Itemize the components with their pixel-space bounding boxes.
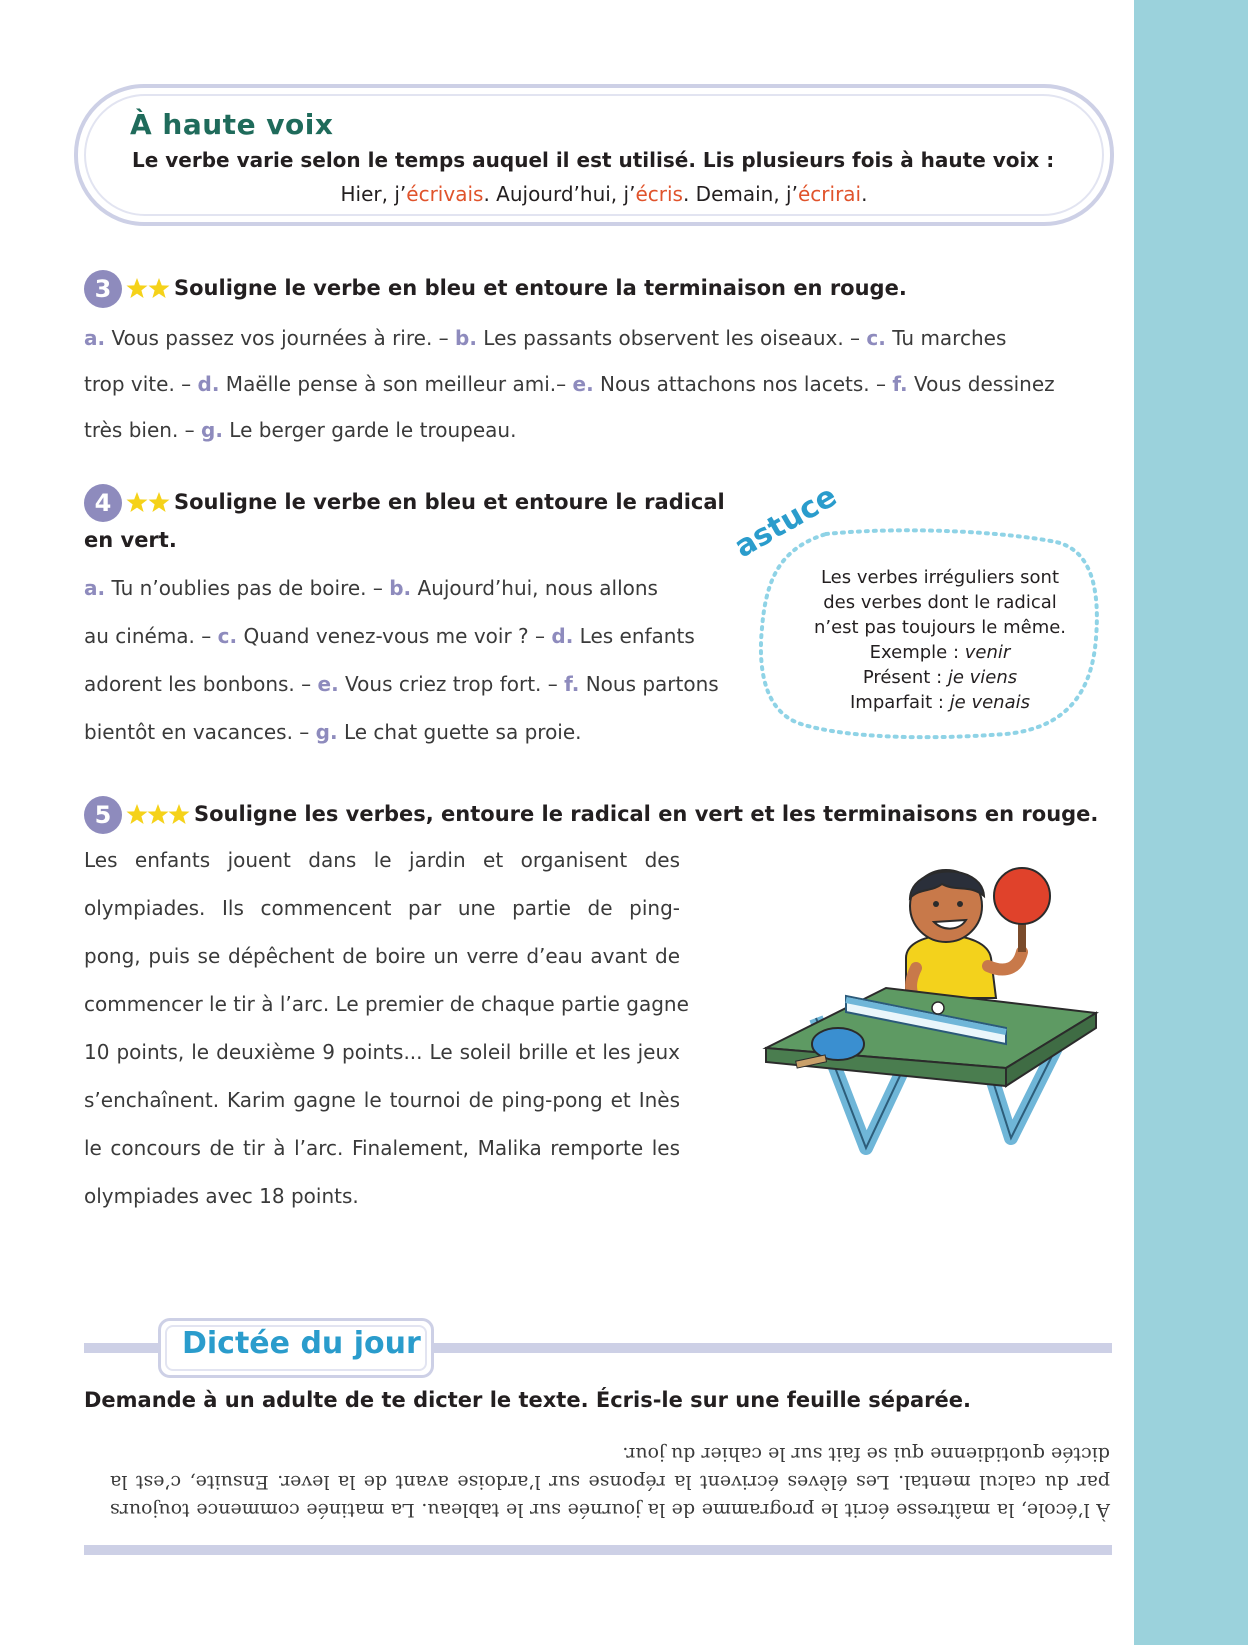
item-letter: c.: [217, 624, 238, 648]
haute-voix-instruction: Le verbe varie selon le temps auquel il est utilisé. Lis plusieurs fois à haute voix :: [132, 148, 1055, 172]
verb-ecrirai: écrirai: [797, 182, 862, 206]
ex5-text-line: pong, puis se dépêchent de boire un verre d’eau avant de: [84, 944, 680, 968]
verb-ecris: écris: [635, 182, 683, 206]
two-stars-icon: [126, 277, 170, 301]
item-letter: g.: [201, 418, 223, 442]
item-text: Vous passez vos journées à rire. –: [105, 326, 456, 350]
item-text: Le berger garde le troupeau.: [222, 418, 517, 442]
ex4-number-badge: 4: [84, 484, 122, 522]
item-text: Les passants observent les oiseaux. –: [476, 326, 867, 350]
dictee-bottom-rule: [84, 1545, 1112, 1555]
item-text: Quand venez-vous me voir ? –: [237, 624, 552, 648]
haute-voix-sentence: Hier, j’écrivais. Aujourd’hui, j’écris. Demain, j’écrirai.: [340, 182, 868, 206]
ex3-number-badge: 3: [84, 270, 122, 308]
item-text: au cinéma. –: [84, 624, 218, 648]
item-letter: e.: [317, 672, 339, 696]
ex4-line-4: [84, 718, 582, 746]
item-text: Vous criez trop fort. –: [338, 672, 565, 696]
ex3-line-2: [84, 370, 1055, 398]
ping-pong-illustration: [756, 848, 1116, 1208]
item-text: Vous dessinez: [907, 372, 1055, 396]
ex5-text-line: commencer le tir à l’arc. Le premier de chaque partie gagne: [84, 992, 689, 1016]
astuce-title: astuce: [728, 478, 843, 565]
ex4-instruction-2: en vert.: [84, 528, 177, 552]
dictee-title: Dictée du jour: [182, 1326, 421, 1361]
item-text: Aujourd’hui, nous allons: [411, 576, 658, 600]
ex5-heading: [84, 796, 1098, 834]
ex4-line-3: [84, 670, 719, 698]
item-text: bientôt en vacances. –: [84, 720, 316, 744]
ex3-line-1: [84, 324, 1006, 352]
item-text: Tu marches: [885, 326, 1007, 350]
item-text: adorent les bonbons. –: [84, 672, 318, 696]
ex5-number-badge: 5: [84, 796, 122, 834]
item-letter: c.: [866, 326, 886, 350]
item-text: Le chat guette sa proie.: [337, 720, 582, 744]
item-letter: d.: [551, 624, 574, 648]
item-text: Nous attachons nos lacets. –: [593, 372, 893, 396]
ex5-instruction: Souligne les verbes, entoure le radical en vert et les terminaisons en rouge.: [194, 802, 1099, 826]
ex4-instruction-1: Souligne le verbe en bleu et entoure le radical: [174, 490, 725, 514]
item-text: Tu n’oublies pas de boire. –: [105, 576, 390, 600]
ex5-text-line: olympiades. Ils commencent par une partie de ping-: [84, 896, 680, 920]
ex4-line-1: [84, 574, 658, 602]
item-letter: b.: [389, 576, 412, 600]
item-letter: f.: [564, 672, 580, 696]
item-letter: a.: [84, 326, 106, 350]
item-text: trop vite. –: [84, 372, 198, 396]
ex5-text-line: olympiades avec 18 points.: [84, 1184, 359, 1208]
ex5-text-line: le concours de tir à l’arc. Finalement, Malika remporte les: [84, 1136, 680, 1160]
item-letter: d.: [197, 372, 220, 396]
ex3-heading: [84, 270, 907, 308]
verb-ecrivais: écrivais: [406, 182, 484, 206]
side-color-band: [1134, 0, 1248, 1645]
dictee-instruction: Demande à un adulte de te dicter le texte. Écris-le sur une feuille séparée.: [84, 1388, 971, 1412]
item-text: très bien. –: [84, 418, 202, 442]
ex5-text-line: Les enfants jouent dans le jardin et organisent des: [84, 848, 680, 872]
ex5-text-line: 10 points, le deuxième 9 points... Le soleil brille et les jeux: [84, 1040, 680, 1064]
ex3-instruction: Souligne le verbe en bleu et entoure la terminaison en rouge.: [174, 276, 907, 300]
item-text: Les enfants: [573, 624, 695, 648]
item-text: Maëlle pense à son meilleur ami.–: [219, 372, 573, 396]
two-stars-icon: [126, 491, 170, 515]
ex3-line-3: [84, 416, 516, 444]
item-letter: e.: [572, 372, 594, 396]
ex5-text-line: s’enchaînent. Karim gagne le tournoi de ping-pong et Inès: [84, 1088, 680, 1112]
three-stars-icon: [126, 803, 190, 827]
item-letter: b.: [455, 326, 477, 350]
item-text: Nous partons: [579, 672, 719, 696]
item-letter: f.: [892, 372, 908, 396]
astuce-text: Les verbes irréguliers sont des verbes dont le radical n’est pas toujours le même. Exemple : venir Présent : je viens Imparfait : je venais: [813, 567, 1067, 713]
item-letter: g.: [315, 720, 338, 744]
ex4-heading: [84, 484, 725, 522]
ex4-line-2: [84, 622, 695, 650]
dictee-upside-down-text: À l’école, la maîtresse écrit le programme de la journée sur le tableau. La matinée commence toujours par du calcul mental. Les élèves écrivent la réponse sur l’ardoise avant de la lever. Ensuite, c’est la dictée quotidienne qui se fait sur le cahier du jour.: [110, 1443, 1110, 1521]
haute-voix-title: À haute voix: [130, 108, 334, 141]
item-letter: a.: [84, 576, 106, 600]
